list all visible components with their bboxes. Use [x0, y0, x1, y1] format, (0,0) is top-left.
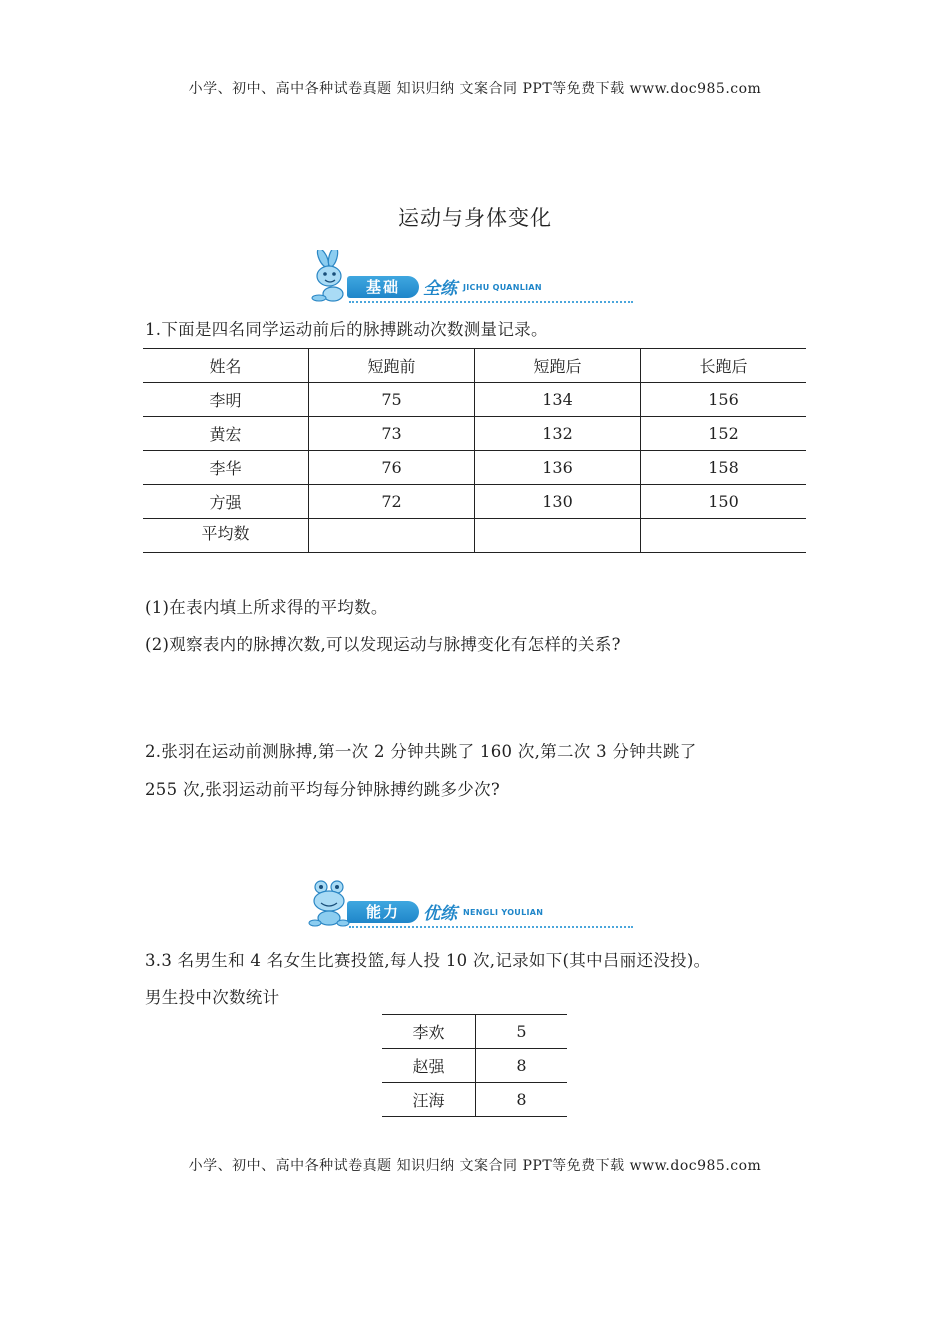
- table-cell: 150: [641, 485, 807, 519]
- table-cell: 8: [476, 1049, 568, 1083]
- table-cell: 72: [309, 485, 475, 519]
- header-cell: 短跑后: [475, 349, 641, 383]
- table-row: [382, 1083, 567, 1117]
- average-blank-cell[interactable]: [309, 519, 475, 553]
- question-3-caption: 男生投中次数统计: [145, 988, 280, 1007]
- table-row: [382, 1015, 567, 1049]
- table-cell: 黄宏: [143, 417, 309, 451]
- banner-dotted-line: [349, 301, 633, 303]
- table-cell: 李明: [143, 383, 309, 417]
- table-cell: 方强: [143, 485, 309, 519]
- average-row: [143, 519, 806, 553]
- banner-word: 优练: [423, 904, 457, 924]
- banner-word: 全练: [423, 279, 457, 299]
- table-cell: 156: [641, 383, 807, 417]
- page-footer: 小学、初中、高中各种试卷真题 知识归纳 文案合同 PPT等免费下载 www.doc985.com: [188, 1158, 762, 1174]
- table-cell: 152: [641, 417, 807, 451]
- table-row: [143, 485, 806, 519]
- question-2-line-2: 255 次,张羽运动前平均每分钟脉搏约跳多少次?: [145, 780, 501, 799]
- table-cell: 汪海: [382, 1083, 476, 1117]
- table-cell: 75: [309, 383, 475, 417]
- table-cell: 李欢: [382, 1015, 476, 1049]
- header-cell: 长跑后: [641, 349, 807, 383]
- table-row: [382, 1049, 567, 1083]
- table-cell: 平均数: [143, 519, 309, 553]
- question-1-intro: 1.下面是四名同学运动前后的脉搏跳动次数测量记录。: [145, 320, 548, 339]
- header-cell: 短跑前: [309, 349, 475, 383]
- table-cell: 76: [309, 451, 475, 485]
- table-cell: 5: [476, 1015, 568, 1049]
- table-cell: 赵强: [382, 1049, 476, 1083]
- question-1-sub-2: (2)观察表内的脉搏次数,可以发现运动与脉搏变化有怎样的关系?: [145, 635, 621, 654]
- header-cell: 姓名: [143, 349, 309, 383]
- section-banner-basic: [305, 250, 645, 308]
- table-cell: 136: [475, 451, 641, 485]
- average-blank-cell[interactable]: [475, 519, 641, 553]
- table-row: [143, 417, 806, 451]
- table-cell: 158: [641, 451, 807, 485]
- table-cell: 李华: [143, 451, 309, 485]
- section-banner-ability: [305, 875, 645, 933]
- table-cell: 73: [309, 417, 475, 451]
- table-header-row: [143, 349, 806, 383]
- banner-pinyin: JICHU QUANLIAN: [463, 283, 542, 292]
- question-2-line-1: 2.张羽在运动前测脉搏,第一次 2 分钟共跳了 160 次,第二次 3 分钟共跳了: [145, 742, 697, 761]
- average-blank-cell[interactable]: [641, 519, 807, 553]
- page-header: 小学、初中、高中各种试卷真题 知识归纳 文案合同 PPT等免费下载 www.doc985.com: [188, 81, 762, 97]
- table-row: [143, 383, 806, 417]
- page-title: 运动与身体变化: [398, 206, 552, 230]
- table-cell: 134: [475, 383, 641, 417]
- table-row: [143, 451, 806, 485]
- banner-pinyin: NENGLI YOULIAN: [463, 908, 544, 917]
- table-cell: 132: [475, 417, 641, 451]
- boys-score-table: [382, 1014, 567, 1117]
- table-cell: 8: [476, 1083, 568, 1117]
- pulse-table: [143, 348, 806, 553]
- question-3-line-1: 3.3 名男生和 4 名女生比赛投篮,每人投 10 次,记录如下(其中吕丽还没投)。: [145, 951, 711, 970]
- banner-dotted-line: [349, 926, 633, 928]
- table-cell: 130: [475, 485, 641, 519]
- question-1-sub-1: (1)在表内填上所求得的平均数。: [145, 598, 388, 617]
- banner-label: 能力: [347, 901, 419, 923]
- banner-label: 基础: [347, 276, 419, 298]
